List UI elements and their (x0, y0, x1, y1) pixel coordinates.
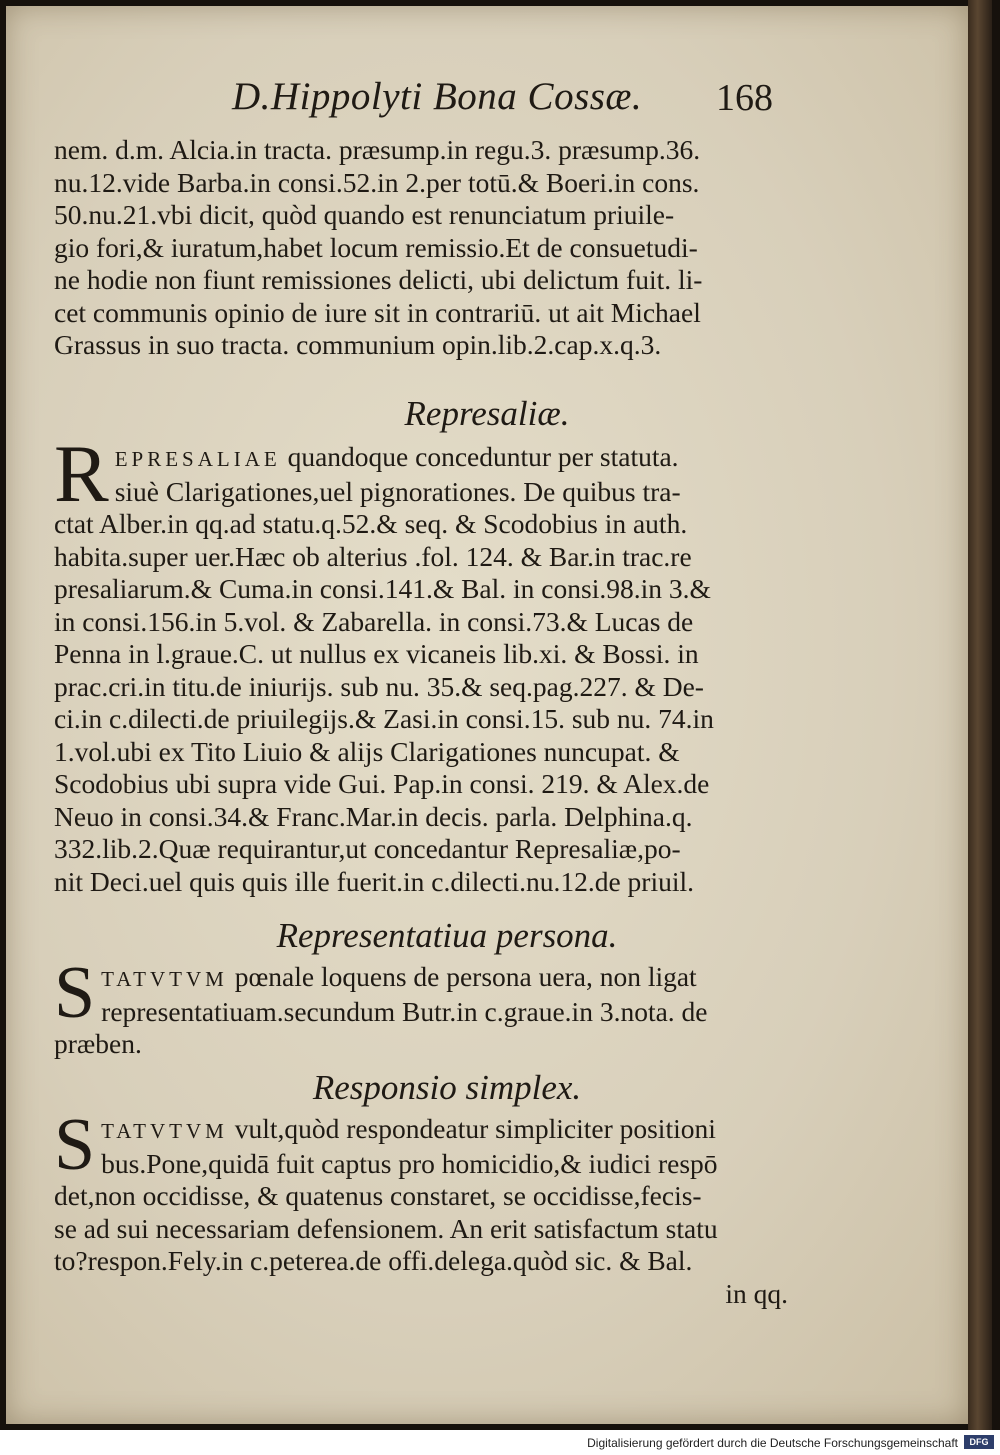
text-line: bus.Pone,quidā fuit captus pro homicidio,& iudici respō (101, 1147, 718, 1179)
drop-cap: R (54, 428, 109, 519)
running-head: D.Hippolyti Bona Cossæ. (232, 75, 643, 118)
text-line: presaliarum.& Cuma.in consi.141.& Bal. in consi.98.in 3.& (54, 573, 711, 604)
dfg-logo-icon: DFG (964, 1435, 994, 1449)
text-line (54, 441, 816, 476)
book-edge (968, 0, 992, 1430)
text-line: det,non occidisse, & quatenus constaret, se occidisse,fecis- (54, 1180, 702, 1211)
text-line: 332.lib.2.Quæ requirantur,ut concedantur Represaliæ,po- (54, 833, 681, 864)
entry-representatiua (54, 952, 816, 1061)
text-line: præben. (54, 1028, 142, 1059)
first-line-rest: vult,quòd respondeatur simpliciter positioni (227, 1113, 716, 1144)
small-caps-word: TATVTVM (101, 967, 228, 991)
book-page (6, 6, 968, 1424)
catchword: in qq. (725, 1277, 788, 1309)
drop-cap: S (54, 952, 96, 1034)
text-line: ne hodie non fiunt remissiones delicti, ubi delictum fuit. li- (54, 264, 703, 295)
small-caps-word: EPRESALIAE (114, 447, 281, 471)
section-heading-responsio: Responsio simplex. (312, 1068, 582, 1107)
drop-cap: S (54, 1104, 96, 1186)
first-line-rest: quandoque conceduntur per statuta. (280, 441, 679, 472)
entry-represaliae (54, 428, 816, 898)
section-heading-representatiua: Representatiua persona. (276, 916, 618, 955)
text-line: cet communis opinio de iure sit in contrariū. ut ait Michael (54, 296, 701, 328)
page-number: 168 (716, 77, 773, 119)
text-line: ci.in c.dilecti.de priuilegijs.& Zasi.in consi.15. sub nu. 74.in (54, 703, 714, 734)
text-line: nem. d.m. Alcia.in tracta. præsump.in regu.3. præsump.36. (54, 134, 701, 165)
digitization-footer (0, 1430, 1000, 1455)
footer-credit: Digitalisierung gefördert durch die Deutsche Forschungsgemeinschaft (587, 1436, 958, 1450)
text-line: representatiuam.secundum Butr.in c.graue.in 3.nota. de (101, 995, 708, 1027)
text-line: Grassus in suo tracta. communium opin.lib.2.cap.x.q.3. (54, 329, 662, 360)
text-line: prac.cri.in titu.de iniurijs. sub nu. 35.& seq.pag.227. & De- (54, 670, 704, 702)
text-line: 1.vol.ubi ex Tito Liuio & alijs Clarigationes nuncupat. & (54, 735, 680, 767)
text-line: nit Deci.uel quis quis ille fuerit.in c.dilecti.nu.12.de priuil. (54, 865, 695, 897)
section-heading-represaliae: Represaliæ. (404, 394, 570, 433)
text-line: 50.nu.21.vbi dicit, quòd quando est renunciatum priuile- (54, 199, 675, 230)
text-line: habita.super uer.Hæc ob alterius .fol. 124. & Bar.in trac.re (54, 540, 692, 572)
first-line-rest: pœnale loquens de persona uera, non ligat (227, 961, 697, 992)
text-line: nu.12.vide Barba.in consi.52.in 2.per totū.& Boeri.in cons. (54, 166, 700, 198)
small-caps-word: TATVTVM (101, 1119, 228, 1143)
text-line (54, 1113, 816, 1148)
entry-responsio (54, 1104, 816, 1310)
text-line: Penna in l.graue.C. ut nullus ex vicaneis lib.xi. & Bossi. in (54, 638, 699, 669)
text-line: ctat Alber.in qq.ad statu.q.52.& seq. & Scodobius in auth. (54, 508, 688, 539)
text-line: in consi.156.in 5.vol. & Zabarella. in consi.73.& Lucas de (54, 605, 694, 637)
text-line: se ad sui necessariam defensionem. An erit satisfactum statu (54, 1212, 718, 1244)
page-header (6, 74, 968, 124)
text-line: gio fori,& iuratum,habet locum remissio.Et de consuetudi- (54, 231, 698, 263)
text-line (54, 961, 816, 996)
text-line: to?respon.Fely.in c.peterea.de offi.delega.quòd sic. & Bal. (54, 1245, 693, 1276)
text-line: siuè Clarigationes,uel pignorationes. De quibus tra- (114, 475, 681, 507)
text-line: Neuo in consi.34.& Franc.Mar.in decis. parla. Delphina.q. (54, 800, 693, 832)
text-line: Scodobius ubi supra vide Gui. Pap.in consi. 219. & Alex.de (54, 768, 710, 799)
lead-paragraph (54, 134, 816, 362)
